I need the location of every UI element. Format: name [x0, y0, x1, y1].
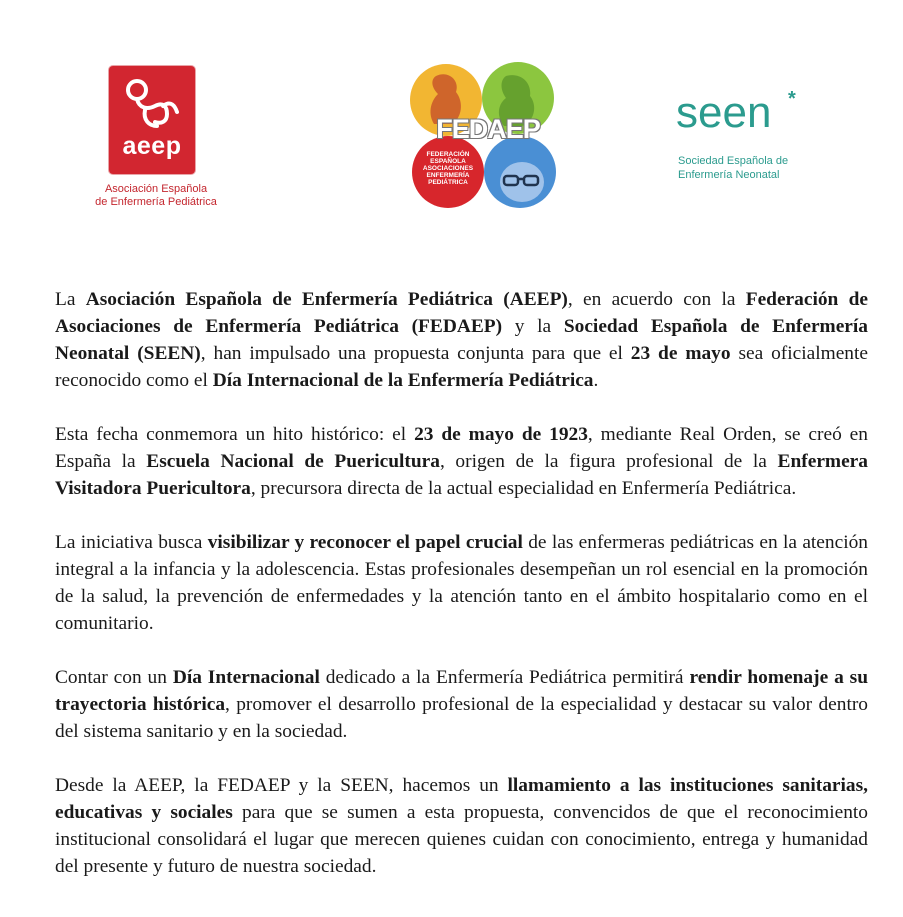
seen-caption-line2: Enfermería Neonatal — [678, 169, 780, 181]
statement-body — [55, 286, 868, 907]
aeep-logo-text: aeep — [122, 132, 182, 160]
fedaep-caption-line4: ENFERMERÍA — [426, 172, 470, 179]
p5-bold-1: llamamiento a las instituciones sanitarias, educativas y sociales — [55, 775, 868, 823]
aeep-caption-line1: Asociación Española — [104, 183, 208, 195]
p4-text-1: Contar con un — [55, 667, 173, 688]
p2-bold-1: 23 de mayo de 1923 — [414, 424, 588, 445]
paragraph-3 — [55, 529, 868, 637]
fedaep-caption-line3: ASOCIACIONES — [422, 165, 474, 172]
p1-text-4: , han impulsado una propuesta conjunta para que el — [200, 343, 631, 364]
p1-bold-3: Sociedad Española de Enfermería Neonatal (SEEN) — [55, 316, 868, 364]
p2-bold-3: Enfermera Visitadora Puericultora — [55, 451, 868, 499]
p1-bold-4: 23 de mayo — [630, 343, 731, 364]
p1-text-1: La — [55, 289, 86, 310]
p5-text-2: para que se sumen a esta propuesta, convencidos de que el reconocimiento institucional consolidará el lugar que merecen quienes cuidan con conocimiento, entrega y humanidad del presente y futuro de nuestra sociedad. — [55, 802, 869, 877]
p1-text-3: y la — [502, 316, 564, 337]
p3-bold-1: visibilizar y reconocer el papel crucial — [207, 532, 523, 553]
fedaep-logo-text: FEDAEP — [436, 114, 540, 144]
paragraph-4 — [55, 664, 868, 745]
paragraph-2 — [55, 421, 868, 502]
p2-text-4: , precursora directa de la actual especialidad en Enfermería Pediátrica. — [250, 478, 797, 499]
fedaep-logo — [408, 62, 560, 210]
seen-logo — [672, 88, 842, 196]
seen-logo-text: seen — [676, 88, 772, 137]
seen-caption-line1: Sociedad Española de — [678, 155, 789, 167]
p1-text-2: , en acuerdo con la — [567, 289, 746, 310]
paragraph-5 — [55, 772, 868, 880]
seen-star-icon: * — [788, 88, 796, 110]
p4-bold-2: rendir homenaje a su trayectoria histórica — [55, 667, 868, 715]
p4-text-2: dedicado a la Enfermería Pediátrica permitirá — [319, 667, 690, 688]
p1-bold-2: Federación de Asociaciones de Enfermería Pediátrica (FEDAEP) — [55, 289, 868, 337]
seen-logo-caption — [678, 154, 838, 182]
p1-text-5: sea oficialmente reconocido como el — [55, 343, 868, 391]
fedaep-caption-line1: FEDERACIÓN — [426, 151, 470, 158]
logo-header — [0, 0, 903, 230]
p1-bold-1: Asociación Española de Enfermería Pediátrica (AEEP) — [85, 289, 568, 310]
p1-bold-5: Día Internacional de la Enfermería Pediátrica — [212, 370, 594, 391]
paragraph-1 — [55, 286, 868, 394]
p4-text-3: , promover el desarrollo profesional de la especialidad y destacar su valor dentro del sistema sanitario y en la sociedad. — [55, 694, 868, 742]
aeep-logo-caption — [82, 183, 230, 209]
p3-text-2: de las enfermeras pediátricas en la atención integral a la infancia y la adolescencia. Estas profesionales desempeñan un rol esencial en la promoción de la salud, la prevención de enfermedades y la atención tanto en el ámbito hospitalario como en el comunitario. — [55, 532, 868, 634]
p2-text-2: , mediante Real Orden, se creó en España la — [55, 424, 868, 472]
fedaep-caption-line2: ESPAÑOLA — [430, 158, 466, 165]
fedaep-logo-caption — [412, 151, 484, 186]
aeep-caption-line2: de Enfermería Pediátrica — [95, 196, 217, 208]
fedaep-caption-line5: PEDIÁTRICA — [428, 179, 468, 186]
p2-bold-2: Escuela Nacional de Puericultura — [146, 451, 440, 472]
p2-text-1: Esta fecha conmemora un hito histórico: el — [55, 424, 415, 445]
p1-text-6: . — [593, 370, 599, 391]
p5-text-1: Desde la AEEP, la FEDAEP y la SEEN, hacemos un — [55, 775, 508, 796]
aeep-logo-mark — [109, 66, 195, 174]
p3-text-1: La iniciativa busca — [55, 532, 208, 553]
p2-text-3: , origen de la figura profesional de la — [439, 451, 778, 472]
p4-bold-1: Día Internacional — [172, 667, 320, 688]
child-figure-icon — [117, 76, 187, 132]
